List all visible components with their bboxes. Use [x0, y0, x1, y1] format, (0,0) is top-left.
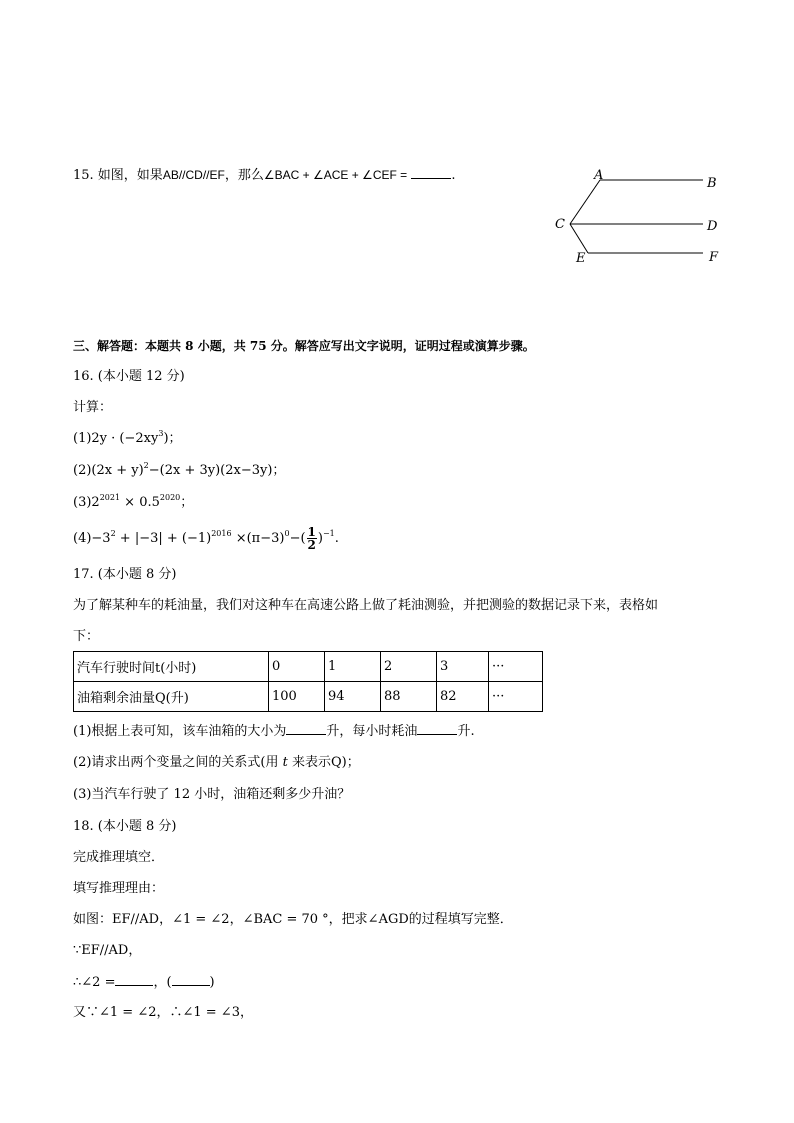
table-row — [74, 682, 543, 712]
q16-p2-exp: 2 — [143, 461, 149, 470]
q18-l5-a: ∴∠2 = — [73, 975, 116, 990]
section-3-heading: 三、解答题：本题共 8 小题，共 75 分。解答应写出文字说明，证明过程或演算步骤。 — [73, 339, 535, 353]
q16-p2-b: −(2x + 3y)(2x−3y)； — [148, 463, 286, 478]
q16-p3-exp1: 2021 — [99, 493, 121, 502]
q16-instruction: 计算： — [73, 400, 113, 415]
label-f: F — [709, 250, 719, 265]
label-e: E — [576, 251, 586, 266]
table-cell: 0 — [269, 652, 325, 682]
segment-ac — [570, 180, 600, 224]
q16-p4-exp4: −1 — [322, 529, 335, 538]
table-cell: 1 — [325, 652, 381, 682]
q16-p4-exp1: 2 — [110, 529, 116, 538]
q16-p3-c: ； — [180, 495, 194, 510]
q17-p2-a: (2)请求出两个变量之间的关系式(用 — [73, 755, 283, 770]
question-15 — [73, 166, 455, 185]
q17-p1-b: 升，每小时耗油 — [326, 724, 418, 739]
figure-svg — [548, 165, 728, 275]
q17-intro-line2: 下： — [73, 629, 100, 644]
q15-prefix: 15. 如图，如果 — [73, 168, 163, 183]
table-cell: 100 — [269, 682, 325, 712]
q16-p4-fraction — [307, 526, 317, 551]
q16-p3-exp2: 2020 — [159, 493, 181, 502]
q17-part-2 — [73, 754, 360, 772]
q16-p1-b: )； — [163, 431, 182, 446]
q16-part-2 — [73, 462, 285, 480]
q16-p2-a: (2)(2x + y) — [73, 463, 144, 478]
q15-answer-blank[interactable] — [411, 166, 451, 179]
fuel-data-table — [73, 651, 543, 712]
fraction-denominator: 2 — [307, 538, 316, 552]
q18-l5-c: ) — [209, 975, 215, 990]
label-b: B — [707, 176, 717, 191]
table-cell: 88 — [381, 682, 437, 712]
fraction-numerator: 1 — [307, 525, 316, 539]
q16-p4-c: ×(π−3) — [231, 531, 285, 546]
q16-p4-exp2: 2016 — [211, 529, 232, 538]
q17-p2-b: 来表示Q)； — [287, 755, 360, 770]
q18-line-5 — [73, 973, 215, 992]
q16-part-1 — [73, 430, 182, 448]
q18-angle-blank[interactable] — [115, 973, 153, 986]
q17-p1-a: (1)根据上表可知，该车油箱的大小为 — [73, 724, 287, 739]
q15-suffix: . — [451, 168, 456, 183]
label-c: C — [555, 217, 565, 232]
q18-line-3: 如图：EF//AD，∠1 = ∠2，∠BAC = 70 °，把求∠AGD的过程填写完整． — [73, 912, 513, 927]
q16-p4-d: −( — [289, 531, 306, 546]
q16-p3-b: × 0.5 — [120, 495, 160, 510]
q15-angle-expr: ∠BAC + ∠ACE + ∠CEF = — [263, 168, 408, 182]
q16-p4-e: ) — [317, 531, 323, 546]
q18-line-4: ∵EF//AD， — [73, 943, 142, 958]
q18-l5-b: ，( — [153, 975, 172, 990]
q15-parallel-expr: AB//CD//EF — [162, 168, 225, 182]
q16-p1-a: (1)2y · (−2xy — [73, 431, 159, 446]
q16-p4-a: (4)−3 — [73, 531, 111, 546]
table-cell: 2 — [381, 652, 437, 682]
q18-reason-blank[interactable] — [172, 973, 210, 986]
q17-p2-var: t — [282, 755, 288, 770]
label-a: A — [594, 168, 604, 183]
q16-p1-exp: 3 — [158, 429, 164, 438]
q15-mid: ，那么 — [224, 168, 264, 183]
q16-title: 16. (本小题 12 分) — [73, 369, 185, 384]
label-d: D — [707, 219, 718, 234]
q16-p3-a: (3)2 — [73, 495, 100, 510]
q18-line-1: 完成推理填空． — [73, 850, 165, 865]
table-cell: 94 — [325, 682, 381, 712]
q16-p4-f: . — [334, 531, 339, 546]
table-cell: ··· — [489, 652, 543, 682]
q18-title: 18. (本小题 8 分) — [73, 819, 177, 834]
q16-p4-exp3: 0 — [284, 529, 290, 538]
q16-part-4 — [73, 526, 339, 551]
q17-intro-line1: 为了解某种车的耗油量，我们对这种车在高速公路上做了耗油测验，并把测验的数据记录下来，表格如 — [73, 598, 659, 613]
q17-p1-c: 升. — [457, 724, 475, 739]
table-cell: ··· — [489, 682, 543, 712]
parallel-lines-figure — [548, 165, 728, 279]
table-cell: 汽车行驶时间t(小时) — [74, 652, 269, 682]
table-cell: 油箱剩余油量Q(升) — [74, 682, 269, 712]
q16-part-3 — [73, 494, 193, 512]
table-row — [74, 652, 543, 682]
table-cell: 82 — [437, 682, 489, 712]
q16-p4-b: + |−3| + (−1) — [115, 531, 212, 546]
segment-ce — [570, 224, 588, 253]
q17-part-1 — [73, 722, 475, 741]
q17-tank-size-blank[interactable] — [286, 722, 326, 735]
q17-consumption-blank[interactable] — [417, 722, 457, 735]
q17-part-3: (3)当汽车行驶了 12 小时，油箱还剩多少升油？ — [73, 787, 351, 802]
q18-line-2: 填写推理理由： — [73, 881, 165, 896]
table-cell: 3 — [437, 652, 489, 682]
q17-title: 17. (本小题 8 分) — [73, 567, 177, 582]
q18-line-6: 又∵∠1 = ∠2，∴∠1 = ∠3， — [73, 1005, 253, 1020]
